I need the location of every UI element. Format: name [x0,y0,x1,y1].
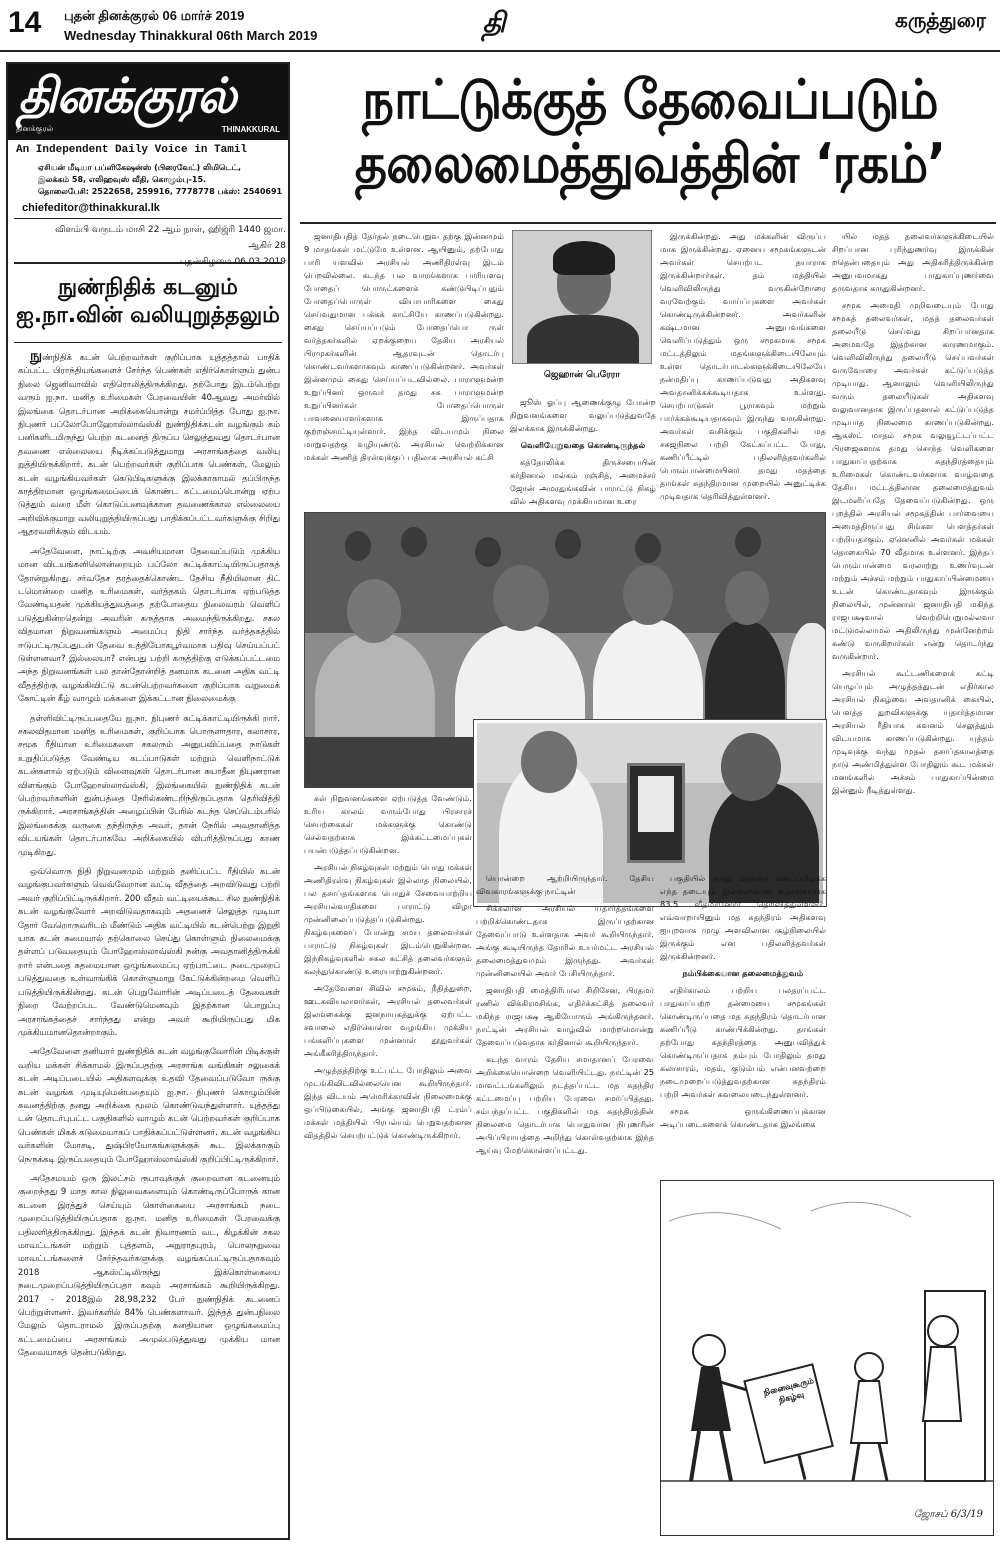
editorial-paragraph: அதேவேளை, நாட்டிற்கு அவசியமான தேவைப்படும் முக்கிய மான விடயங்களிலொன்றையும் பப்லோ சுட்டிக்காட்டியிருப்பதாகத் தோன்றுகிறது. சர்வதேச தரத்தைக்கொண்ட தேசிய நீதியிலான திட் டமொன்றை மனித உரிமைகள், வர்த்தகம் தொடர்பாக ஏற்படுத்த வேண்டியதன் முக்கியத்துவத்தை தற்போதைய நிலைவரம் வெளிப் படுத்துகின்றதென்று அவரின் கருத்தாக அமைந்திருக்கிறது. சகல விதமான நிறுவனங்களும் அமைப்பு நிதி சார்ந்த வர்த்தகத்தில் ஈடுபட்டிருப்பதுடன் தேவை உத்தியோகபூர்வமாக பதிவு செய்யப்பட் டுள்ளனவா? இல்லையா? என்பது பற்றி கருத்திற்கு எடுக்கப்பட்டமை அந்த நிறுவனங்கள் பல தான்தோன்றித் தனமாக கடனை அதிக வட்டி வீதத்திற்கு வழங்கிவிட்டு கடன்பெற்றவர்களை குறிப்பாக வறுமைக் கோட்டின் கீழ் வாழும் மக்களை இக்கட்டான நிலைமைக்கு [18,545,280,704]
almanac-line-2: புதன்கிழமை 06.03.2019 [179,257,286,267]
award-plaque [627,763,685,863]
headline-line-1: நாட்டுக்குத் தேவைப்படும் [362,68,938,131]
editorial-title-line-1: நுண்நிதிக் கடனும் [58,275,238,300]
editorial-paragraph: அதேசமயம் ஒரு இலட்சம் ரூபாவுக்குக் குறைவான கடனையும் குறைந்தது 9 மாத கால நிலுவைகளையும் கொண்டிருப்போருக் கான கடனை இரத்துச் செய்யும் கொள்கையை அரசாங்கம் நடை முறைப்படுத்தியிருப்பதாக ஐ.நா. மனித உரிமைகள் பேரவைக்கு பதிலளித்திருக்கிறது. இந்தக் கடன் நிவாரணம் வட, கிழக்கின் சகல மாவட்டங்கள் மற்றும் புத்தளம், அநுராதபுரம், பொலநறுவை மாவட்டங்களைச் சேர்ந்தவர்களுக்கு வழங்கப்பட்டிருப்பதாகவும் 2018 ஆகஸ்ட்டிலிருந்து இக்கொள்கையை நடைமுறைப்படுத்தியிருப்பதா கவும் அரசாங்கம் கூறியிருக்கிறது. 2017 - 2018இல் 28,98,232 பேர் நுண்நிதிக் கடனைப் பெற்றுள்ளனர். இவர்களில் 84% பெண்களாவர். இந்தத் துன்பநிலை மேலும் தொடராமல் இருப்பதற்கு கனதியான ஒழுங்கமைப்பு கட்டமைப்பை அரசாங்கம் அமுல்படுத்துவது முக்கிய மான தேவையாகத் தென்படுகிறது. [18,1172,280,1358]
photo-person-left-head [521,731,577,793]
editorial-paragraph: அதேவேளை தனியார் நுண்நிதிக் கடன் வழங்குவோரின் பிடிக்குள் வறிய மக்கள் சிக்காமல் இருப்பதற்கு அரசாங்க வங்கிகள் சலுகைக் கடன் அடிப்படையில் அதிகளவுக்கு உதவி தேவைப்படுவோ ருக்கு கடன் வழங்க முடியுமென்பதையும் ஐ.நா. நிபுணர் கொழும்பின் கவனத்திற்கு தனது அறிக்கை மூலம் கொண்டுவந்துள்ளார். யுத்தத்து டன் தொடர்புபட்ட பகுதிகளில் வாழும் கடன் பெற்றவர்கள் குறிப்பாக பெண்கள் மிகக் கடுமையாகப் பாதிக்கப்பட்டுள்ளனர். கடன் வழங்கிய வர்களின் மோசடி, துஷ்பிரயோகங்களுக்குக் கூட இலக்காகும் நெருக்கடி இருப்பதையும் போஹோஸ்லாவ்ஸ்கி குறிப்பிட்டிருக்கிறார். [18,1046,280,1164]
article-paragraph: ஜூஸ் ஓப்பு ஆணைக்குழு போன்ற நிறுவனங்களை வலுப்படுத்துவதே இலக்காக இருக்கின்றது. [510,397,656,433]
editorial-body [18,350,280,1530]
author-block [512,230,652,386]
editorial-paragraph: நுண்நிதிக் கடன் பெற்றவர்கள் குறிப்பாக யுத்தத்தால் பாதிக் கப்பட்ட பிராந்தியங்களைச் சேர்ந்த பெண்கள் எதிர்கொள்ளும் துன்ப நிலை ஜெனிவாவில் எதிரொலித்திருக்கிறது. தற்போது இடம்பெற்று வரும் ஐ.நா. மனித உரிமைகள் பேரவையின் 40ஆவது அமர்வில் இலங்கை தொடர்பான அறிக்கையொன்று சமர்ப்பித்த போது ஐ.நா. நிபுணர் பப்லோபோஹோஸ்லாவ்ஸ்கி நுண்நிதிக்கடன் வழங்கும் கம் பனிகளிடமிருந்து பெற்ற கடனைத் திருப்ப செலுத்துவது தொடர்பான தவணை எல்லையை நீடிக்கப்படுத்துமாறு அரசாங்கத்தை வலியு றுத்தியிருக்கிறார். கடன் பெற்றவர்கள் குறிப்பாக பெண்கள், மேலும் கடன் வழங்கியவர்கள் கெடுபிடிகளுக்கு இலக்காகாமல் தப்பிருந்த காத்திரமான ஒழுங்கமைப்பைக் கொண்ட கட்டமைப்பொன்று ஏற்ப டுத்தும் வரை மீள் கொடுப்பனவுக்கான தவணைக்கால எல்லையை அறிவிக்குமாறு வலியுறுத்தியிருப்பது பாதிக்கப்பட்டவர்களுக்கு சிறிது ஆதரவளிக்கும் விடயம். [18,350,280,537]
article-paragraph: கடந்த வாரம் தேசிய சமாதானப் பேரவை அறிக்கையொன்றை வெளியிட்டது. நாட்டின் 25 மாவட்டங்களிலும் நடத்தப்பட்ட மத சுதந்திர கட்டமைப்பு பற்றிய பேரவை சமர்ப்பித்தது. சம்பந்தப்பட்ட பகுதிகளில் மத சுதந்திரத்தின் நிலைமை தொடர்பாக பொதுவான நிபுணரின் அபிப்பிராயத்தை அறிந்து கொள்வதற்காக இந்த ஆய்வு மேற்கொள்ளப்பட்டது. [476,1054,654,1155]
article-column-1 [304,230,504,506]
article-subhead: வெளியேறுவதை கொண்டிருந்தல் [520,440,646,450]
publisher-info [38,162,286,198]
almanac-line-1: விளம்பி வருடம் மாசி 22 ஆம் நாள், ஹிஜ்ரி 1440 ஜமா. ஆகிர் 28 [55,225,286,251]
article-headline [300,68,1000,196]
photo-person-head [725,571,769,625]
editor-email[interactable]: chiefeditor@thinakkural.lk [22,202,160,214]
divider [14,342,282,343]
article-paragraph: அரசியல் கூட்டணிகளைக் கட்டி யெழுப்பும் அழுத்தத்துடன் எதிர்கால அரசியல் நிகழ்வை அவதானிக் கையில், பெளத்த துறவிகளுக்கு யுதார்த்தமான அரசியல் ரீதியாக கவனம் செலுத்தும் விடயமாக காணப்படுகின்றது. யுத்தம் முடிவுக்கு வந்து முதல் தசாப்தகாலத்தை நாடு அண்மித்துள்ள போதிலும் கூட மக்கள் மனங்களில் அச்சம் பாதுகாப்பின்மை இன்னும் நீடித்துள்ளது. [832,668,994,795]
article-column-1-continued [304,792,472,1540]
publisher-name: ஏசியன் மீடியா பப்ளிகேஷன்ஸ் (பிரைவேட்) லிமிடெட், [38,163,242,172]
editorial-title-line-2: ஐ.நா.வின் வலியுறுத்தலும் [16,303,280,328]
divider [300,222,996,224]
photo-person [735,527,761,557]
headline-line-2: தலைமைத்துவத்தின் ‘ரகம்’ [354,132,946,195]
award-plaque-face [638,776,674,832]
photo-person [345,531,371,561]
article-column-3-continued [660,872,826,1172]
author-photo-hair [553,241,615,275]
editorial-paragraph: தள்ளிவிட்டிருப்பதையே ஐ.நா. நிபுணர் சுட்டிக்காட்டியிருக்கி றார். சகலவிதமான மனித உரிமைகள், குறிப்பாக பொருளாதார, கலாசார, சமூக ரீதியான உரிமைகளை சகலரும் அனுபவிப்பதை நாடுகள் உறுதிப்படுத்த வேண்டிய கடப்பாடுகள் மற்றும் வெளிநாட்டுக் கடன்களால் ஏற்படும் விளைவுகள் தொடர்பான சுயாதீன நிபுணரான விளங்கும் போஹோஸ்லாவ்ஸ்கி, இலங்கையில் நுண்நிதிக் கடன் பெற்றவர்களின் துன்பத்தை நேரில்கண்டறிந்திருப்பதாக தெரிவித்தி ருக்கிறார். அரசாங்கத்தின் அழைப்பின் பேரில் கடந்த செப்டெம்பரில் இலங்கைக்கு வருகை தந்திருந்த அவர், தான் நேரில் அவதானித்த விடயங்கள் தொடர்பாகவே அறிக்கையில் விபரித்திருப்பது காண முடிகிறது. [18,712,280,857]
author-photo-body [527,315,639,364]
section-name: கருத்துரை [895,8,986,32]
masthead-title-latin: THINAKKURAL [221,125,280,134]
article-column-4 [832,230,994,1170]
article-paragraph: சமூக ஒருங்கிணைப்புக்கான அடிப்படைகளைக் கொண்டதாக இலங்கை [660,1106,826,1129]
photo-person-head [347,579,401,643]
header-date-tamil: புதன் தினக்குரல் 06 மார்ச் 2019 [64,8,245,23]
article-column-2 [510,396,656,506]
article-paragraph: பகுதியில் தமது மதத்தை கடைப்பிடிக்க எந்த தடையும் இல்லையென உதராணமாக 83.5 வீதமானோர் தெரிவித்துள்ளனர். எவ்வாறாயினும் மத சுதந்திரம் அதிகளவு ஐயுறவாக முழு அளவிலான சூழ்நிலையில் இருக்கும் என பதிலளித்தவர்கள் இருக்கின்றனர். [660,873,826,961]
cartoon-sign-text: நினைவுகூரும் நிகழ்வு [762,1376,815,1405]
page-header [0,0,1000,52]
photo-person [635,533,661,563]
editorial-column [6,62,290,1540]
article-column-2-continued [476,872,654,1540]
masthead-tagline: An Independent Daily Voice in Tamil [16,144,248,156]
thinakkural-logo-icon: தி [482,6,506,39]
article-column-3 [660,230,826,506]
photo-person-right-head [721,733,781,801]
publisher-phone: தொலைபேசி: 2522658, 259916, 7778778 பக்ஸ்: 2540691 [38,187,283,196]
article-paragraph: யில் மதத் தலைவர்களுக்கிடையில் சிறப்பான புரிந்துணர்வு இருக்கின் றதென்பதையும் அது அதிகரித்திருக்கின்ற அனுபவமாகது பாதுகாப்புணர்வை தருவதாக கருதுகின்றனர். [832,231,994,293]
masthead-title-small: தினக்குரல் [16,124,54,133]
article-paragraph: அரசியல் நிகழ்வுகள் மற்றும் பொது மக்கள் அணிதிரள்வு நிகழ்வுகள் இல்லாத நிலையில், பல தசாப்தங்களாக பொதுச் சேவையாற்றிய அரசியல்வாதிகளை பாராட்டு விழா முன்னிலைப்படுத்தப்படுகின்றது. நிகழ்வுகளைப் போன்று சமய தலைவர்கள் பாராட்டு நிகழ்வுகள் இடம்பெறுகின்றன. இந்நிகழ்வுகளில் சகல கட்சித் தலைவர்களும் கலந்துகொண்டு உரையாற்றுகின்றனர். [304,862,472,976]
article-paragraph: எதிர்காலம் பற்றிய பலதரப்பட்ட பாதுகாப்பற்ற தன்மையை சமூகங்கள் கொண்டிருப்பதை மத சுதந்திரம் தொடர்பான கணிப்பீடு காண்பிக்கின்றது. தாங்கள் தற்போது சுதந்திரத்தை அனுபவித்துக் கொண்டிருப்பதாக நம்பும் போதிலும் தமது கலாசாரம், மதம், குடும்பம் என்பனவற்றை நடைமுறைப்படுத்துவதற்கான சுதந்திரம் பற்றி அவர்கள் கவலையடைந்துள்ளனர். [660,985,826,1099]
publisher-address: இலக்கம் 58, எலிஹவுஸ் வீதி, கொழும்பு-15. [38,175,207,184]
divider [14,218,282,219]
cartoon-drawing [661,1181,994,1536]
photo-person [555,529,581,559]
editorial-paragraph: ஒவ்வொரு நிதி நிறுவனமும் மற்றும் தனிப்பட்ட ரீதியில் கடன் வழங்குபவர்களும் வெவ்வேறான வட்டி வீதத்தை அறவிடுவது பற்றி அவர் குறிப்பிட்டிருக்கிறார். 200 வீதம் வட்டியைக்கூட சில நுண்நிதிக் கடன் வழங்குவோர் அறவிடுவதாகவும் அதனைச் செலுத்த முடியா தோர் வேறொருவரிடம் மீண்டும் அதிக வட்டியில் கடன்பெற்று இறுதி யாக கடன் சுமையால் தற்கொலை செய்து கொள்ளும் நிலைமைக்கு தள்ளப் படுவதையும் போஹோஸ்லாவ்ஸ்கி நன்கு அவதானித்திருக்கி றார் என்பதை சுதமையான ஒழுங்கமைப்பு ஏற்பாட்டை நடைமுறைப் படுத்துவதை உள்வாங்கிக் கொள்ளுமாறு கேட்டுக்கின்றமை வெளிப் படுத்தியிருக்கின்றது. கடன் பெறுவோரின் அடிப்படைத் தேவைகள் நிறை வேற்றப்பட வேண்டுமெனவும் இதற்கான பொறுப்பு அரசாங்கத்தைச் சார்ந்தது என்று அவர் கூறியிருப்பது மிக முக்கியமானதொன்றாகும். [18,866,280,1037]
article-paragraph: கள் நிறுவனங்களை ஏற்படுத்த வேண்டும். உரிய காலம் வரும்போது பிரசாரச் செயற்கைகள் மக்களுக்கு கொண்டு செல்வதற்காக இக்கட்டமைப்புகள் பயன்படுத்தப்படுகின்றன. [304,793,472,855]
article-paragraph: அழுத்தத்திற்கு உட்பட்ட போதிலும் அவை முடங்கிவிடவில்லையென கூறியிருந்தார். இந்த விடயம் அமெரிக்காவின் நிலைமைக்கு ஒப்பிடுகையில், அங்கு ஜனாதிபதி ட்ரம்ப் மக்கள் மத்தியில் பிரபல்யம் பெறுவதற்கான விதத்தில் செயற்பட்டுக் கொண்டிருக்கிறார். [304,1065,472,1140]
article-paragraph: ஜனாதிபதி மைத்திரிபால சிறிசேன, பிரதமர் ரணில் விக்கிரமசிங்க, எதிர்க்கட்சித் தலைவர் மகிந்த ராஜபக்ஷ ஆகியோரும் அங்கிருந்தனர். நாட்டின் அரசியல் வாழ்வில் மாற்றமொன்று தேவைப்படுவதாக கர்தினால் கூறியிருந்தார். [476,985,654,1047]
masthead [8,64,288,140]
article-paragraph: கத்தோலிக்க திருச்சபையின் கர்தினால் மல்கம் ரஞ்சித், அமைச்சர் ஜோன் அமரதுங்கவின் பாராட்டு நிகழ் வில் அதிகளவு முக்கியமான உரை [510,457,656,506]
photo-person-head [623,565,673,625]
author-photo [512,230,652,364]
editorial-title [8,274,288,330]
cartoon-signature: ஜோசப் 6/3/19 [913,1509,983,1520]
article-subhead: நம்பிக்கையான தலைமைத்துவம் [682,968,804,978]
masthead-title: தினக்குரல் [18,68,236,124]
article-paragraph: சமூக அமைதி முறிவடையும் போது சமூகத் தலைவர்கள், மதத் தலைவர்கள் தலையீடு செய்வது சிறப்பானதாக அமைவதே இதற்கான காரணமாகும். வெளிவிலிருந்து தலையீடு செய்பவர்கள் வருவோரை அவர்கள் கட்டுப்படுத்த முடியாது. ஆனாலும் வெளியிலிருந்து வரும் தலையீடுகள் அதிகளவு வலுவானதாக இருப்பதனால் கட்டுப்படுத்த முடியாத நிலைமை காணப்படுகின்றது. ஆகஸ்ட் மாதம் சமூக வலுவூட்டப்பட்ட பிரஜைகளாக தமது சொந்த வெளிகளை பாதுகாப்பதற்காக சுதந்திரத்தையும் உரிமைகள் கொண்டவர்களாக வாழ்வதை தேசிய மட்டத்திலான தலைமைத்துவம் இடமளிப்பதே தேவைப்படுகின்றது. ஒரு புறத்தில் அரசியல் சமூகத்தின் பார்வையை அமைத்திருப்பது சிங்கள பெளத்தர்கள் பற்றியதாகும். ஏனெனில் அவர்கள் மக்கள் தொகையில் 70 வீதமாக உள்ளனர். இந்தப் பெரும்பான்மை வரலாற்று உணர்வுடன் மற்றும் அச்சம் மற்றும் பாதுகாப்பின்மையை உடன் கொண்டதாகவும் இருக்கும் நிலையில், முன்னாள் ஜனாதிபதி மகிந்த ராஜபக்ஷவால் வெற்றிபெறுமல்லவா மட்டுமல்லாமல் அதிலிருந்து முன்னேற்றம் கண்டு வருகிறார்கள் என்று தொடர்ந்து வருகின்றார். [832,300,994,661]
article-paragraph: இருக்கின்றது. அது மக்களின் விருப்ப மாக இருக்கின்றது. ஏனைய சமூகங்களுடன் அவர்கள் செயற்பட தயாராக இருக்கின்றார்கள். தம் மத்தியில் வெளிவிலிருந்து வருகின்றோரை வரவேற்கும் வாய்ப்புகளை அவர்கள் கொண்டிருக்கின்றனர். அவர்களின் கஷ்டமான அனுபவங்களை வெளிப்படுத்தும் ஒரு சமூகமாக சமூக மட்டத்திலும் மதங்களுக்கிடையிலேயும் உள்ள தொடர்பாடல்களுக்கிடையிலேயே நன்மதிப்பு காணப்படுவது அதிகளவு அவதானிக்கக்கூடியதாக உள்ளது. செயற்பாடுகள் பூராகவும் மற்றும் பார்க்கக்கூடியதாகவும் இருந்து வருகின்றது. அவர்கள் வசிக்கும் பகுதிகளில் மத சகஜநிலை பற்றி கேட்கப்பட்ட போது, கணிப்பீட்டில் பதிலளித்தவர்களில் பெரும்பான்மையினர் தமது மதத்தை தாங்கள் சுதந்திரமான முறையில் அனுட்டிக்க முடிவதாக தெரிவித்துள்ளனர். [660,231,826,501]
header-date-english: Wednesday Thinakkural 06th March 2019 [64,28,318,43]
editorial-cartoon [660,1180,994,1536]
photo-person [401,527,427,557]
page-number: 14 [8,6,42,39]
article-paragraph: யொன்றை ஆற்றியிருந்தார். தேசிய விவகாரங்களுக்கு நாட்டின் [476,873,654,896]
divider [14,262,282,264]
article-paragraph: சிக்கலான அரசியல் யதார்த்தங்களை பற்றிக்கொண்டதாக இருப்பதற்கான தேவைப்பாடு உள்ளதாக அவர் கூறியிருந்தார். அங்கு கூடியிருந்த தோரில் உயர்மட்ட அரசியல் தலைமைத்துவமும் இருந்தது. அவர்கள் முன்னிலையில் அவர் பேசியிருந்தார். [476,903,654,978]
article-paragraph: அதேவேளை சிவில் சமூகம், நீதித்துறை, ஊடகவியலாளர்கள், அரசியல் தலைவர்கள் இலங்கைக்கு ஜனநாயகத்துக்கு ஏற்பட்ட சவாலை எதிர்கொள்ள வழங்கிய முக்கிய பங்களிப்புகளை முன்னாள் தூதுவர்கள் அங்கீகரித்திருந்தார். [304,983,472,1058]
article-paragraph: ஜனாதிபதித் தேர்தல் நடைபெறுவ தற்கு இன்னமும் 9 மாதங்கள் மட்டுமே உள்ளன. ஆயினும், தற்போது பாரி யளவில் அரசியல் அணிதிரள்வு இடம் பெறவில்லை. கடந்த பல வாரங்களாக பாரியளவு போதைப் பொருட்களைக் கண்டுபிடிப்பதும் போதைப்பொருள் வியாபாரிகளை கைது செய்வதுமான பக்கக் காட்சியே காணப்படுகின்றது. கைது செய்யப்படும் போதைப்பொ ருள் வர்த்தகர்களில் ஏறக்குறைய தேசிய அரசியல் பிரமுகர்களின் ஆதரவுடன் தொடர்பு கொண்டவர்களாகவும் காணப்படுகின்றனர். அவர்கள் இன்னமும் கைது செய்யப்படவில்லை. பாராளுமன்ற உறுப்பினர் ஒருவர் தமது சக பாராளுமன்ற உறுப்பினர்கள் போதைப்பொருள் பாவனையாளர்களாக இருப்பதாக குற்றஞ்சாட்டியுள்ளார். இந்த விடயமும் நிலை மாறுவதற்கு வழியுண்டு. அரசியல் வெற்றிக்கான மக்கள் அணித் திரள்வுக்குப் பதிலாக அரசியல் கட்சி [304,231,504,462]
photo-person [475,537,501,567]
photo-person-head [493,565,549,631]
author-name: ஜெஹான் பெரேரா [543,370,621,380]
